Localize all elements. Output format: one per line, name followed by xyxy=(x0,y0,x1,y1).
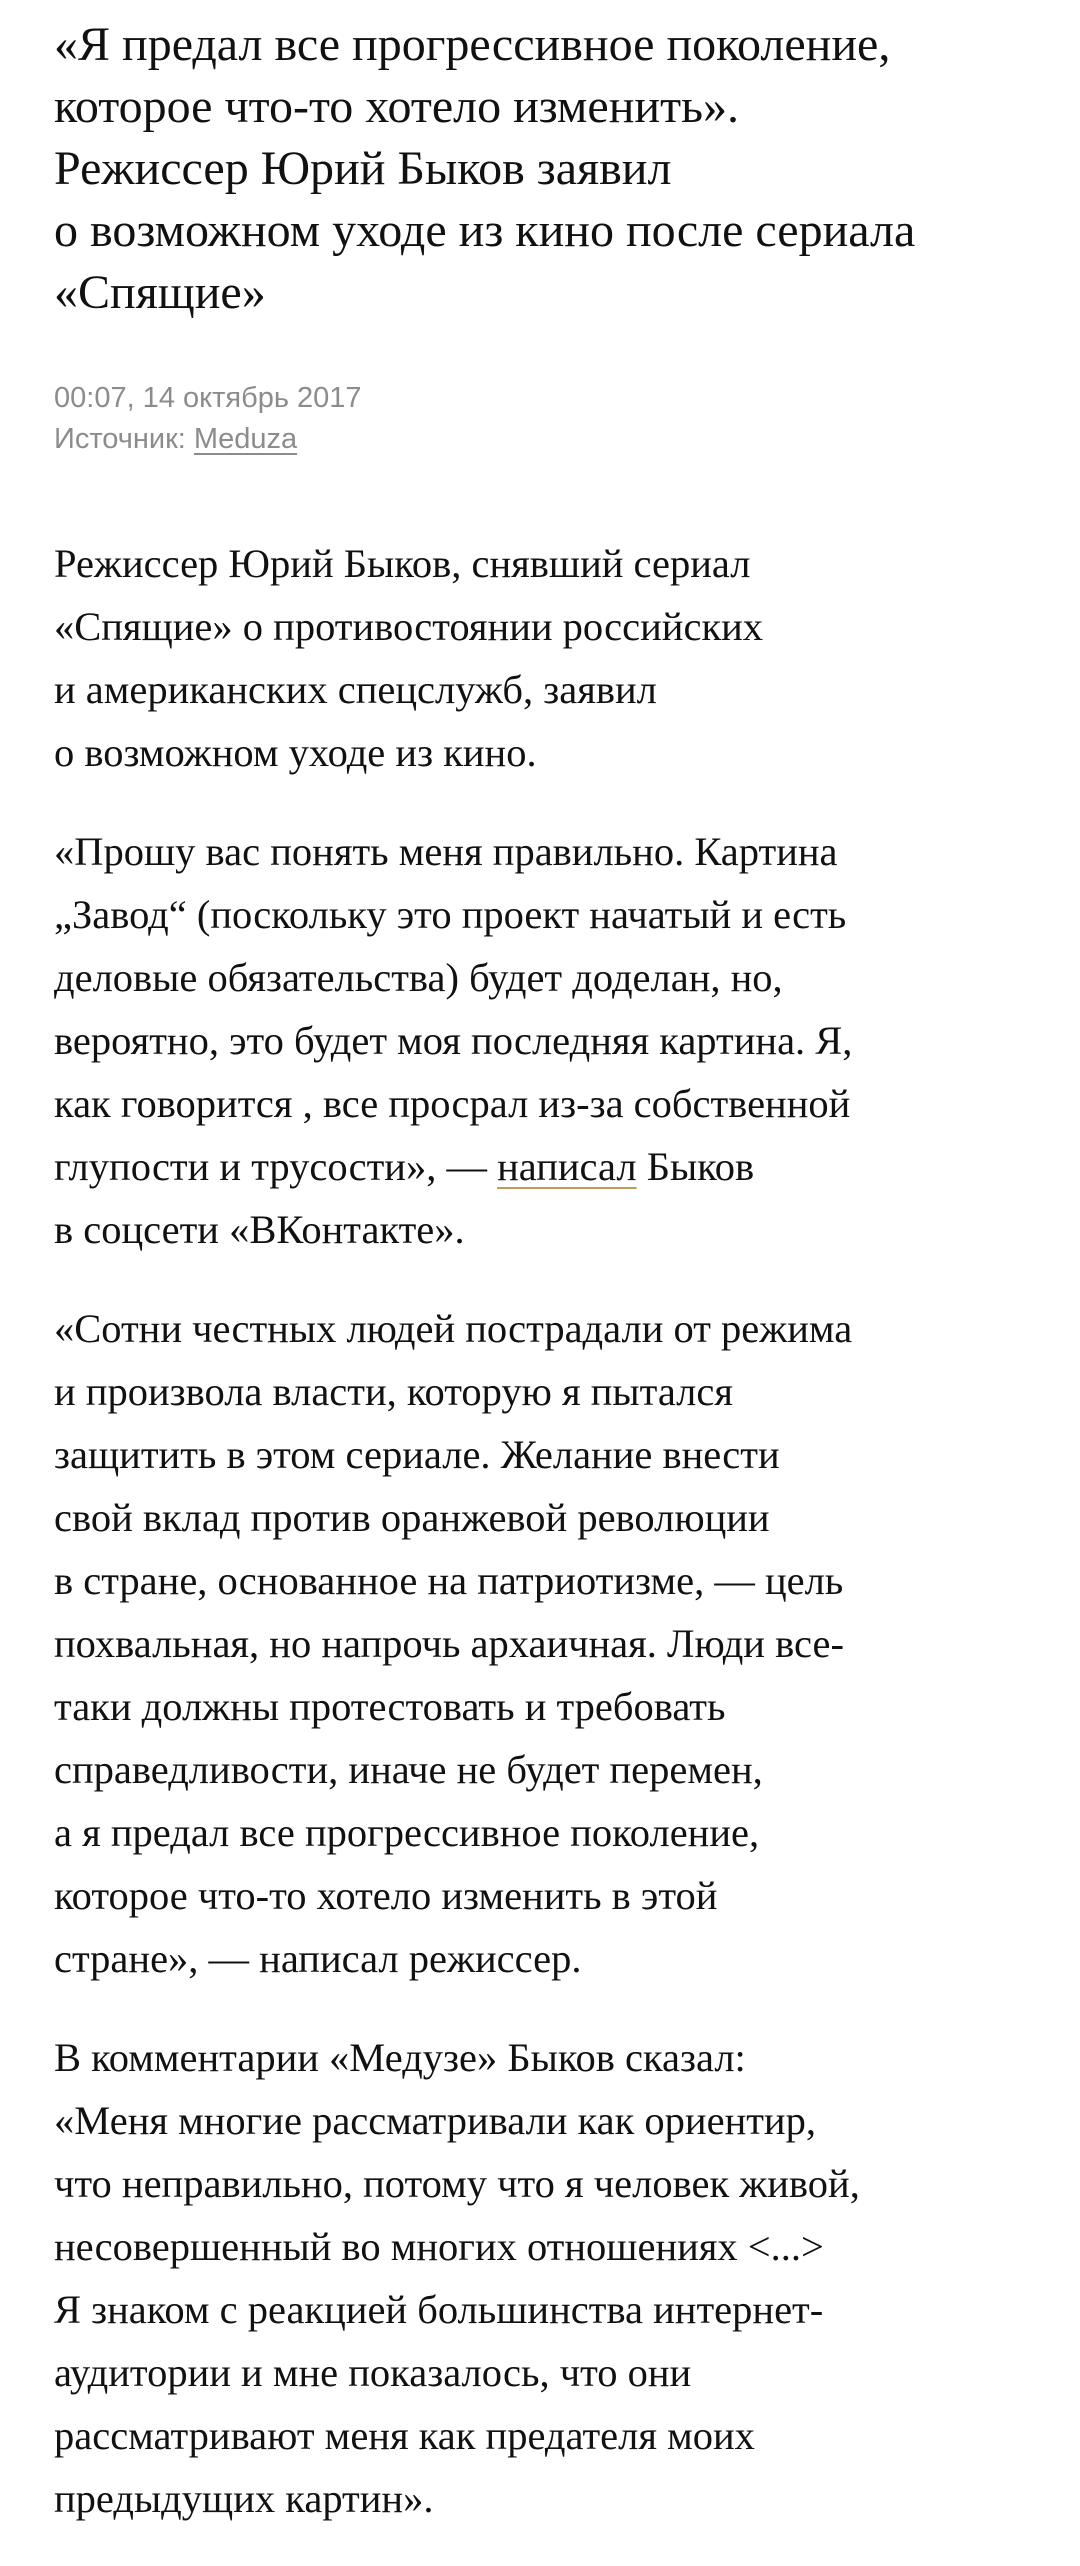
article-timestamp: 00:07, 14 октябрь 2017 xyxy=(54,382,362,414)
text-fragment: глупости и трусости», — xyxy=(54,1144,498,1189)
source-link[interactable]: Meduza xyxy=(193,423,298,455)
text-line: В комментарии «Медузе» Быков сказал: xyxy=(54,2035,746,2080)
text-line: и американских спецслужб, заявил xyxy=(54,667,657,712)
text-fragment: Быков xyxy=(636,1144,755,1189)
headline-line: «Я предал все прогрессивное поколение, xyxy=(54,18,891,71)
text-line: и произвола власти, которую я пытался xyxy=(54,1369,733,1414)
text-line: которое что-то хотело изменить в этой xyxy=(54,1873,718,1918)
text-line: «Меня многие рассматривали как ориентир, xyxy=(54,2098,816,2143)
text-line: аудитории и мне показалось, что они xyxy=(54,2350,692,2395)
text-line: предыдущих картин». xyxy=(54,2476,434,2521)
headline-line: о возможном уходе из кино после сериала xyxy=(54,204,916,257)
article xyxy=(54,14,1044,2566)
paragraph-1 xyxy=(54,532,1044,784)
wrote-link[interactable]: написал xyxy=(497,1144,637,1189)
text-line: Режиссер Юрий Быков, снявший сериал xyxy=(54,541,751,586)
headline-line: «Спящие» xyxy=(54,266,266,319)
text-line: как говорится , все просрал из-за собственной xyxy=(54,1081,851,1126)
text-line: несовершенный во многих отношениях <...> xyxy=(54,2224,824,2269)
paragraph-2 xyxy=(54,820,1044,1261)
text-line: в стране, основанное на патриотизме, — цель xyxy=(54,1558,844,1603)
text-line: стране», — написал режиссер. xyxy=(54,1936,582,1981)
text-line: в соцсети «ВКонтакте». xyxy=(54,1207,465,1252)
text-line: деловые обязательства) будет доделан, но, xyxy=(54,955,783,1000)
text-line: похвальная, но напрочь архаичная. Люди все- xyxy=(54,1621,844,1666)
text-line: о возможном уходе из кино. xyxy=(54,730,537,775)
text-line: «Спящие» о противостоянии российских xyxy=(54,604,764,649)
text-line: „Завод“ (поскольку это проект начатый и есть xyxy=(54,892,847,937)
text-line: защитить в этом сериале. Желание внести xyxy=(54,1432,780,1477)
article-headline xyxy=(54,14,1044,324)
article-source xyxy=(54,419,1044,460)
text-line: Я знаком с реакцией большинства интернет- xyxy=(54,2287,824,2332)
paragraph-4 xyxy=(54,2026,1044,2530)
text-line: «Сотни честных людей пострадали от режима xyxy=(54,1306,853,1351)
text-line: рассматривают меня как предателя моих xyxy=(54,2413,755,2458)
text-line: таки должны протестовать и требовать xyxy=(54,1684,726,1729)
text-line: что неправильно, потому что я человек живой, xyxy=(54,2161,860,2206)
text-line: справедливости, иначе не будет перемен, xyxy=(54,1747,763,1792)
text-line: а я предал все прогрессивное поколение, xyxy=(54,1810,760,1855)
text-line: вероятно, это будет моя последняя картина. Я, xyxy=(54,1018,853,1063)
headline-line: Режиссер Юрий Быков заявил xyxy=(54,142,672,195)
article-meta xyxy=(54,378,1044,460)
text-line: свой вклад против оранжевой революции xyxy=(54,1495,770,1540)
source-label: Источник: xyxy=(54,423,194,455)
text-line-with-link xyxy=(54,1135,1044,1198)
text-line: «Прошу вас понять меня правильно. Картина xyxy=(54,829,838,874)
paragraph-3 xyxy=(54,1297,1044,1990)
article-body xyxy=(54,532,1044,2530)
headline-line: которое что-то хотело изменить». xyxy=(54,80,739,133)
